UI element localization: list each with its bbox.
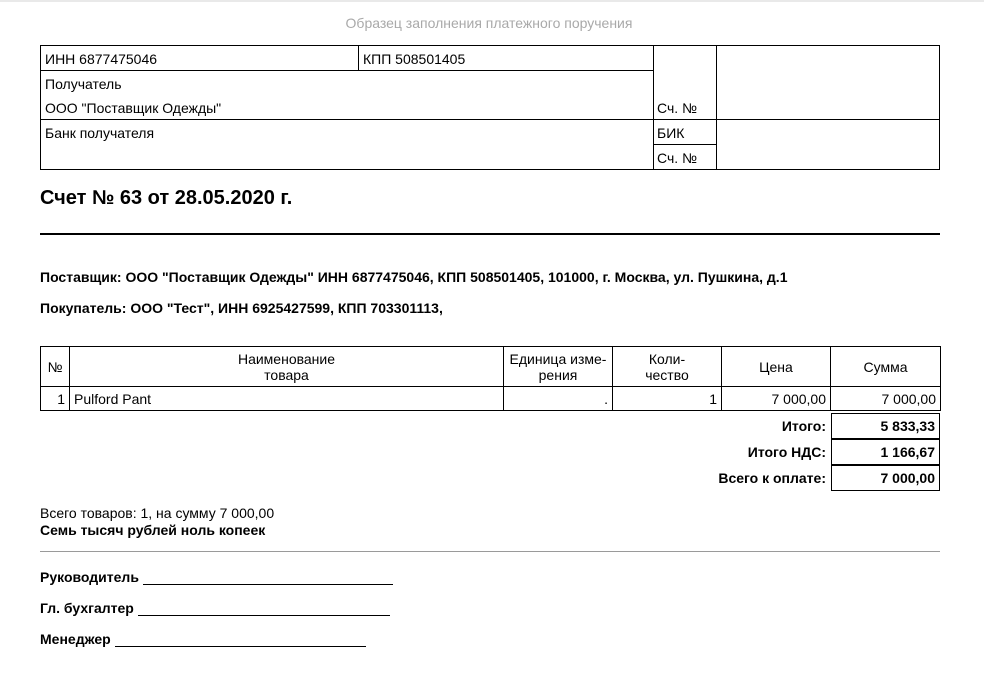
accountant-signature	[40, 600, 390, 616]
column-header-num: №	[41, 347, 70, 387]
row-sum: 7 000,00	[831, 387, 941, 411]
top-border	[0, 0, 984, 2]
invoice-title: Счет № 63 от 28.05.2020 г.	[40, 187, 293, 209]
bank-label: Банк получателя	[45, 125, 155, 141]
vat-value: 1 166,67	[831, 439, 940, 465]
column-header-price: Цена	[722, 347, 831, 387]
vat-label: Итого НДС:	[747, 444, 826, 460]
title-divider	[40, 233, 940, 235]
bank-details-table	[40, 45, 940, 170]
manager-signature	[40, 631, 366, 647]
goods-count-summary: Всего товаров: 1, на сумму 7 000,00	[40, 505, 275, 521]
supplier-info: Поставщик: ООО "Поставщик Одежды" ИНН 6877475046, КПП 508501405, 101000, г. Москва, ул. Пушкина, д.1	[40, 269, 788, 285]
row-name: Pulford Pant	[70, 387, 504, 411]
buyer-info: Покупатель: ООО "Тест", ИНН 6925427599, КПП 703301113,	[40, 300, 443, 316]
bik-label: БИК	[657, 125, 685, 141]
manager-label: Менеджер	[40, 631, 111, 647]
goods-table	[40, 346, 941, 411]
divider	[653, 144, 716, 145]
divider	[358, 46, 359, 71]
column-header-unit: Единица изме- рения	[504, 347, 613, 387]
subtotal-label: Итого:	[781, 418, 826, 434]
recipient-name: ООО "Поставщик Одежды"	[45, 100, 222, 116]
amount-in-words: Семь тысяч рублей ноль копеек	[40, 522, 266, 538]
subtotal-row	[40, 413, 940, 439]
divider	[653, 46, 654, 169]
grand-total-label: Всего к оплате:	[718, 470, 826, 486]
accountant-label: Гл. бухгалтер	[40, 600, 134, 616]
column-header-qty: Коли- чество	[613, 347, 722, 387]
manager-signature-line	[115, 632, 366, 647]
row-price: 7 000,00	[722, 387, 831, 411]
director-signature-line	[143, 570, 393, 585]
director-signature	[40, 569, 393, 585]
row-qty: 1	[613, 387, 722, 411]
account-label: Сч. №	[657, 100, 698, 116]
divider	[41, 119, 939, 120]
vat-row	[40, 439, 940, 465]
recipient-label: Получатель	[45, 76, 122, 92]
table-row	[41, 387, 941, 411]
row-unit: .	[504, 387, 613, 411]
divider	[716, 46, 717, 169]
column-header-sum: Сумма	[831, 347, 941, 387]
column-header-name: Наименование товара	[70, 347, 504, 387]
recipient-kpp: КПП 508501405	[363, 51, 466, 67]
divider	[41, 70, 653, 71]
recipient-inn: ИНН 6877475046	[45, 51, 158, 67]
sample-caption: Образец заполнения платежного поручения	[345, 15, 633, 31]
accountant-signature-line	[138, 601, 390, 616]
signature-divider	[40, 551, 940, 552]
grand-total-value: 7 000,00	[831, 465, 940, 491]
director-label: Руководитель	[40, 569, 139, 585]
row-num: 1	[41, 387, 70, 411]
subtotal-value: 5 833,33	[831, 413, 940, 439]
grand-total-row	[40, 465, 940, 491]
bank-account-label: Сч. №	[657, 150, 698, 166]
table-header-row	[41, 347, 941, 387]
